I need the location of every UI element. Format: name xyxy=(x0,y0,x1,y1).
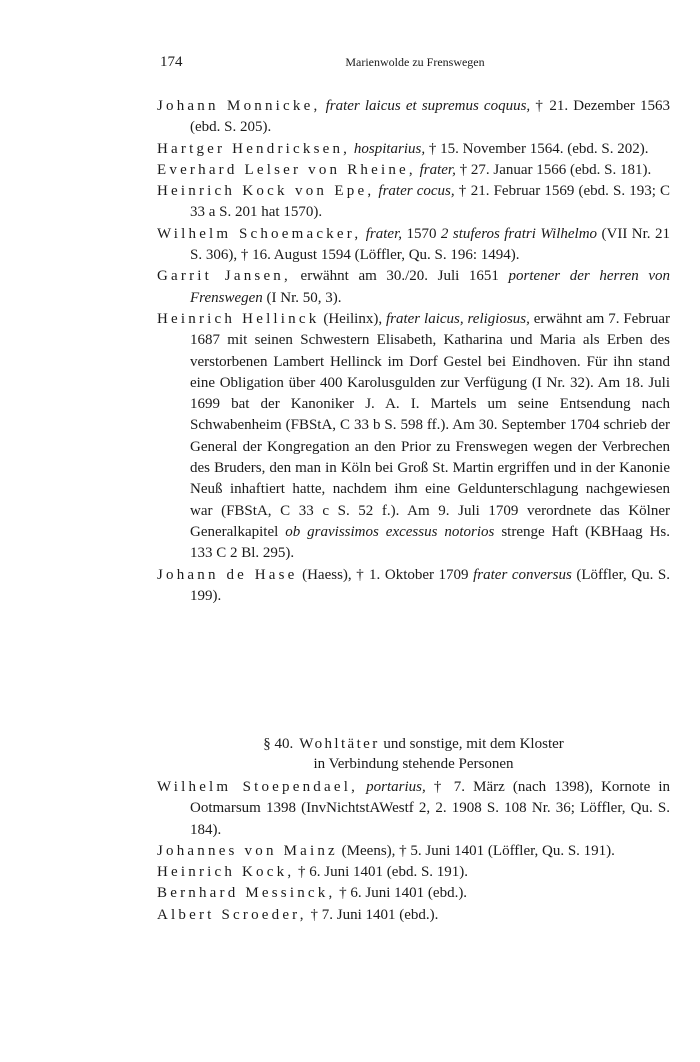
entry xyxy=(157,224,670,267)
entry-name: Johannes von Mainz xyxy=(157,842,338,859)
entry-italic-text: frater laicus, religiosus, xyxy=(385,310,530,327)
entry-text: (Löffler, Qu. S. 199). xyxy=(190,566,670,604)
entry-text: † 27. Januar 1566 (ebd. S. 181). xyxy=(455,161,652,178)
entry-name: Wilhelm Schoemacker, xyxy=(157,225,362,242)
entry xyxy=(157,841,670,862)
section-title-line1: und sonstige, mit dem Kloster xyxy=(379,736,564,752)
page-header xyxy=(160,54,670,74)
entry-text: † 7. Juni 1401 (ebd.). xyxy=(306,906,439,923)
entry xyxy=(157,309,670,565)
entry-name: Heinrich Kock von Epe, xyxy=(157,183,375,200)
entry-text: (Heilinx), xyxy=(319,310,386,327)
running-title: Marienwolde zu Frenswegen xyxy=(345,55,485,69)
entry xyxy=(157,160,670,181)
entry xyxy=(157,139,670,160)
entry-name: Garrit Jansen, xyxy=(157,268,291,285)
entry-text: † 21. Februar 1569 (ebd. S. 193; C 33 a S. 201 hat 1570). xyxy=(190,183,670,221)
entry xyxy=(157,905,670,926)
entry-text xyxy=(358,779,366,795)
entry-text: † 7. März (nach 1398), Kornote in Ootmarsum 1398 (InvNichtstAWestf 2, 2. 1908 S. 108 Nr. 36; Löffler, Qu. S. 184). xyxy=(190,779,670,838)
entry xyxy=(157,565,670,608)
entry-italic-text: frater cocus, xyxy=(378,183,455,200)
entry-name: Bernhard Messinck, xyxy=(157,885,336,902)
entry-italic-text: hospitarius, xyxy=(353,140,426,157)
section-number: § 40. xyxy=(263,736,294,752)
page-number: 174 xyxy=(160,54,183,70)
entry-italic-text: frater, xyxy=(419,161,456,178)
entry xyxy=(157,862,670,883)
entry xyxy=(157,777,670,841)
entry-text: 1570 xyxy=(402,225,441,242)
entry-name: Johann Monnicke, xyxy=(157,98,321,114)
entries-list-benefactors xyxy=(157,777,670,926)
entry-text: † 6. Juni 1401 (ebd. S. 191). xyxy=(294,864,469,881)
entry-name: Wilhelm Stoependael, xyxy=(157,779,359,795)
entry-text: (I Nr. 50, 3). xyxy=(262,289,342,306)
entry-italic-text: frater laicus et supremus coquus, xyxy=(325,98,531,114)
entry-italic-text: frater conversus xyxy=(473,566,572,583)
entry-italic-text: portener der herren von Frenswegen xyxy=(190,268,671,306)
entry-text: † 15. November 1564. (ebd. S. 202). xyxy=(425,140,649,157)
entry-name: Johann de Hase xyxy=(157,566,298,583)
entry-name: Hartger Hendricksen, xyxy=(157,140,351,157)
section-spaced-word: Wohltäter xyxy=(299,736,380,752)
entry-name: Everhard Lelser von Rheine, xyxy=(157,161,416,178)
entry-text: (Haess), † 1. Oktober 1709 xyxy=(297,566,474,583)
entry-italic-text: ob gravissimos excessus notorios xyxy=(285,523,495,540)
entry-name: Albert Scroeder, xyxy=(157,906,307,923)
entry-text: † 21. Dezember 1563 (ebd. S. 205). xyxy=(190,98,671,136)
entry xyxy=(157,266,670,309)
entry xyxy=(157,96,670,139)
entry-text: erwähnt am 30./20. Juli 1651 xyxy=(290,268,509,285)
entries-list-lay-brothers xyxy=(157,96,670,607)
entry-text: † 6. Juni 1401 (ebd.). xyxy=(335,885,468,902)
section-title-line2: in Verbindung stehende Personen xyxy=(313,756,514,772)
entry-name: Heinrich Hellinck xyxy=(157,310,320,327)
entry-text: (Meens), † 5. Juni 1401 (Löffler, Qu. S. 191). xyxy=(337,842,615,859)
entry-italic-text: portarius, xyxy=(366,779,426,795)
entry-text: (VII Nr. 21 S. 306), † 16. August 1594 (Löffler, Qu. S. 196: 1494). xyxy=(190,225,670,264)
entry-text: strenge Haft (KBHaag Hs. 133 C 2 Bl. 295). xyxy=(190,523,670,562)
entry xyxy=(157,181,670,224)
section-heading xyxy=(157,734,670,774)
entry-text: erwähnt am 7. Februar 1687 mit seinen Schwestern Elisabeth, Katharina und Maria als Erben des verstorbenen Lambert Hellinck im Dorf Gestel bei Eindhoven. Für ihn stand eine Obligation über 400 Karolusgulden zur Verfügung (I Nr. 32). Am 18. Juli 1699 bat der Kanoniker J. A. I. Martels um seine Entsendung nach Schwabenheim (FBStA, C 33 b S. 598 ff.). Am 30. September 1704 schrieb der General der Kongregation an den Prior zu Frenswegen wegen der Verbrechen des Bruders, den man in Köln bei Groß St. Martin ergriffen und in der Kanonie Neuß inhaftiert hatte, nachdem ihm eine Geldunterschlagung nachgewiesen war (FBStA, C 33 c S. 52 f.). Am 9. Juli 1709 verordnete das Kölner Generalkapitel xyxy=(190,310,670,540)
entry xyxy=(157,883,670,904)
entry-name: Heinrich Kock, xyxy=(157,864,295,881)
entry-italic-text: frater, xyxy=(365,225,402,242)
entry-italic-text: 2 stuferos fratri Wilhelmo xyxy=(440,225,598,242)
